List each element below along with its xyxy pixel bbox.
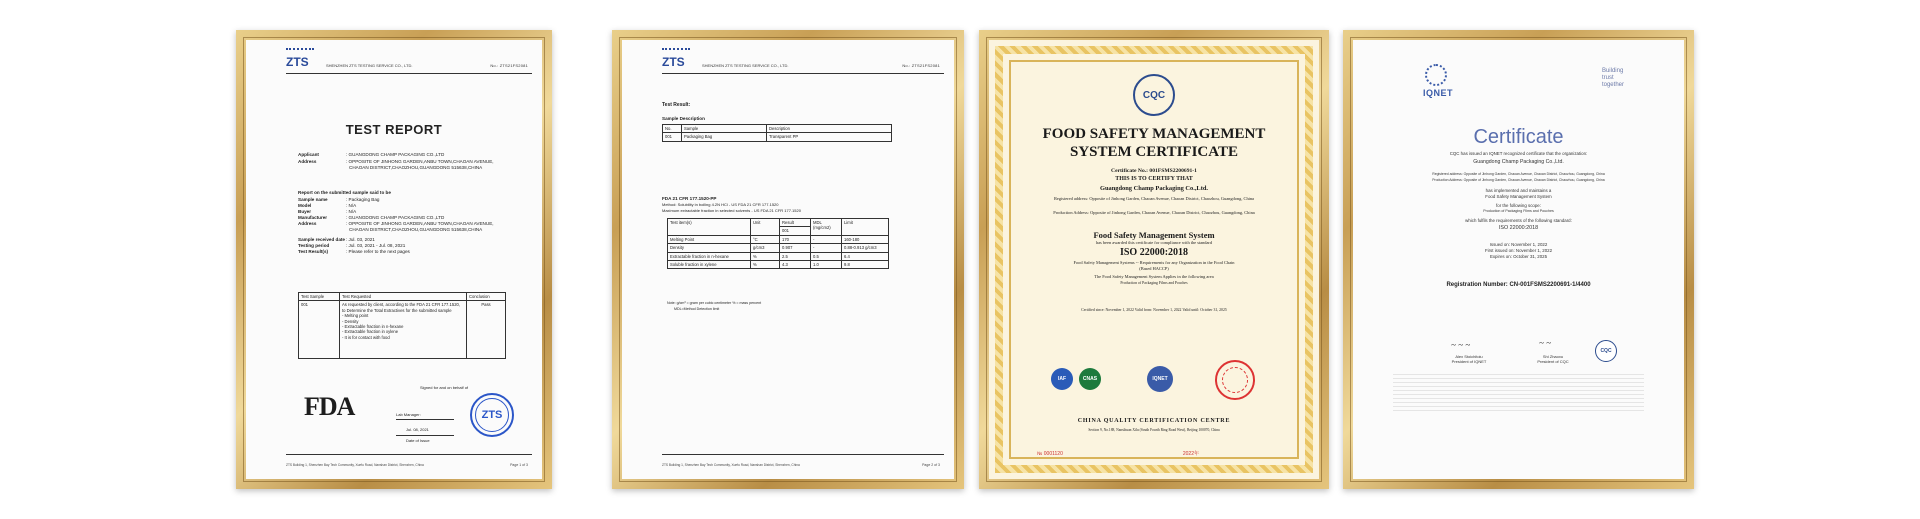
sample-info-value: : N/A <box>346 203 357 208</box>
request-item: - Melting point <box>342 313 369 319</box>
table-cell: % <box>751 261 780 269</box>
certificate-number: Certificate No.: 001FSMS2200691-1 <box>1111 168 1197 174</box>
sample-info-value: : Jul. 03, 2021 <box>346 237 375 242</box>
header-report-no: No.: ZTS21FS2081 <box>902 63 940 68</box>
test-result-page <box>622 40 954 479</box>
registered-address: Registered address: Opposite of Jinhong Garden, Chaoan Avenue, Chaoan District, Chaozhou, Guangdong, China <box>1053 196 1255 201</box>
iqnet-logo: IQNET <box>1147 366 1173 392</box>
method-line-1: Method: Solubility in boiling 4.2N HCl - US FDA 21 CFR 177.1520 <box>662 202 779 207</box>
certificate-frame-test-result <box>612 30 964 489</box>
table-note-1: Note: g/cm³ = gram per cubic centimeter % = mass percent <box>667 301 762 305</box>
scope-intro: The Food Safety Management System Applies in the following area <box>1094 274 1214 279</box>
table-cell-sample: 001 <box>299 301 340 359</box>
certificate-dates: Certified since: November 1, 2022 Valid from: November 1, 2022 Valid until: October 31, 2025 <box>1081 308 1227 312</box>
date-of-issue-value: Jul. 08, 2021 <box>406 427 429 432</box>
test-results-table <box>667 218 889 269</box>
signed-by: Signed for and on behalf of <box>420 385 469 390</box>
sample-info-value: : GUANGDONG CHAMP PACKAGING CO.,LTD <box>346 215 445 220</box>
table-row <box>668 244 889 252</box>
method-line-2: Maximum extractable fraction in selected solvents - US FDA 21 CFR 177.1520 <box>662 208 801 213</box>
certificate-frame-iqnet <box>1343 30 1694 489</box>
expiry-date: Expires on: October 31, 2025 <box>1489 254 1548 259</box>
sample-info-label: Manufacturer <box>298 215 328 220</box>
table-cell: 001 <box>663 133 682 141</box>
signature-line <box>396 419 454 420</box>
issuing-body-address: Section 9, No.188, Nansihuan Xilu (South Fourth Ring Road West), Beijing 100070, China <box>1088 428 1220 432</box>
table-row <box>668 261 889 269</box>
table-header: 001 <box>780 227 811 235</box>
table-cell: Extractable fraction in n-hexane <box>668 252 751 260</box>
header-report-no: No.: ZTS21FS2081 <box>490 63 528 68</box>
table-cell: % <box>751 252 780 260</box>
table-header: Test Sample <box>299 293 340 301</box>
method-title: FDA 21 CFR 177.1520-PP <box>662 196 717 201</box>
table-cell: 9.8 <box>842 261 889 269</box>
header-company: SHENZHEN ZTS TESTING SERVICE CO., LTD. <box>702 63 789 68</box>
zts-logo: ZTS <box>286 48 314 69</box>
scope: Production of Packaging Films and Pouches <box>1483 209 1554 213</box>
sample-info-label: Sample name <box>298 197 328 202</box>
address-label: Address <box>298 159 317 164</box>
signatory-title: President of CQC <box>1537 359 1569 364</box>
table-header: Sample <box>682 125 767 133</box>
table-header: No. <box>663 125 682 133</box>
date-of-issue-label: Date of Issue <box>406 438 430 443</box>
date-line <box>396 435 454 436</box>
signature-cqc-president: ~ ~ <box>1539 338 1551 348</box>
test-result-heading: Test Result: <box>662 102 691 108</box>
issuing-body: CHINA QUALITY CERTIFICATION CENTRE <box>1077 418 1231 424</box>
table-cell-request <box>340 301 467 359</box>
footer-address: ZTS Building 1, Shenzhen Bay Tech Community, Xuefu Road, Nanshan District, Shenzhen, China <box>662 463 800 467</box>
certificate-frame-cqc <box>979 30 1329 489</box>
table-cell: 4.3 <box>780 261 811 269</box>
sample-info-value: : N/A <box>346 209 357 214</box>
certificate-title-line-2: SYSTEM CERTIFICATE <box>1070 144 1238 160</box>
table-row <box>668 252 889 260</box>
request-item: - Extractable fraction in xylene <box>342 329 399 335</box>
table-cell: - <box>811 235 842 243</box>
management-system: Food Safety Management System <box>1093 230 1215 240</box>
table-cell: Transparent PP <box>767 133 892 141</box>
table-header: Limit <box>842 219 889 236</box>
applicant-label: Applicant <box>298 152 319 157</box>
table-cell: Packaging Bag <box>682 133 767 141</box>
cqc-certificate-page <box>989 40 1319 479</box>
request-item: - Density <box>342 318 359 324</box>
certificate-intro: CQC has issued an IQNET recognized certificate that the organization: <box>1449 151 1588 156</box>
management-system: Food Safety Management System <box>1485 194 1552 199</box>
table-cell: Melting Point <box>668 235 751 243</box>
table-cell: 0.5 <box>811 252 842 260</box>
test-request-table <box>298 292 506 359</box>
iqnet-certificate-page <box>1353 40 1684 479</box>
signature-caption-cqc <box>1523 354 1583 364</box>
company-name: Guangdong Champ Packaging Co.,Ltd. <box>1473 159 1564 165</box>
sample-info-label: Buyer <box>298 209 312 214</box>
zts-stamp: ZTS <box>470 393 514 437</box>
standard: ISO 22000:2018 <box>1119 247 1189 258</box>
table-header: Unit <box>751 219 780 236</box>
table-header: MDL (mg/cm2) <box>811 219 842 236</box>
tagline-word: trust <box>1601 75 1614 81</box>
table-cell: 1.0 <box>811 261 842 269</box>
sample-info-value: CHAOAN DISTRICT,CHAOZHOU,GUANGDONG 515638,CHINA <box>349 227 483 232</box>
cqc-logo: CQC <box>1133 74 1175 116</box>
signature-caption-iqnet <box>1439 354 1499 364</box>
cqc-small-logo: CQC <box>1595 340 1617 362</box>
haccp-note: (Based HACCP) <box>1139 266 1169 271</box>
address-value-2: CHAOAN DISTRICT,CHAOZHOU,GUANGDONG 515638,CHINA <box>349 165 483 170</box>
iqnet-tagline <box>1602 68 1624 89</box>
test-report-page <box>246 40 542 479</box>
table-row <box>668 235 889 243</box>
production-address: Production Address: Opposite of Jinhong Garden, Chaoan Avenue, Chaoan District, Chaozhou, Guangdong, China <box>1432 178 1605 182</box>
page-number: Page 2 of 3 <box>922 463 940 467</box>
fine-print-block <box>1393 374 1644 414</box>
table-header: Test Requested <box>340 293 467 301</box>
serial-year: 2022年 <box>1182 451 1199 457</box>
sample-description-table <box>662 124 892 142</box>
signature-iqnet-president: ~ ~ ~ <box>1451 340 1471 350</box>
signatory-title: President of IQNET <box>1451 359 1487 364</box>
request-item: - Extractable fraction in n-hexane <box>342 324 404 330</box>
iqnet-ring-icon <box>1425 64 1447 86</box>
table-header: Result <box>780 219 811 227</box>
page-number: Page 1 of 3 <box>510 463 528 467</box>
registered-address: Registered address: Opposite of Jinhong Garden, Chaoan Avenue, Chaoan District, Chaozhou, Guangdong, China <box>1432 172 1605 176</box>
issued-date: Issued on: November 1, 2022 <box>1489 242 1548 247</box>
standard: ISO 22000:2018 <box>1498 225 1539 231</box>
registration-number: Registration Number: CN-001FSMS2200691-1/4400 <box>1446 282 1591 288</box>
footer-divider <box>286 454 532 455</box>
lab-manager-label: Lab Manager: <box>396 412 421 417</box>
table-header: Description <box>767 125 892 133</box>
red-seal <box>1215 360 1255 400</box>
compliance-statement: has been awarded this certificate for compliance with the standard <box>1095 240 1213 245</box>
applicant-value: : GUANGDONG CHAMP PACKAGING CO.,LTD <box>346 152 445 157</box>
serial-number: № 0001120 <box>1037 451 1063 457</box>
sample-info-value: : Packaging Bag <box>346 197 380 202</box>
zts-logo: ZTS <box>662 48 690 69</box>
certificate-frame-test-report <box>236 30 552 489</box>
header-divider <box>662 73 944 74</box>
table-header: Conclusion <box>467 293 506 301</box>
sample-description-heading: Sample Description <box>662 116 705 121</box>
table-cell: Density <box>668 244 751 252</box>
sample-info-label: Sample received date <box>298 237 345 242</box>
request-text: As requested by client, according to the FDA 21 CFR 177.1520, to Determine the Total Extractives for the submitted sample <box>342 302 461 313</box>
sample-info-label: Testing period <box>298 243 330 248</box>
table-cell-conclusion: Pass <box>467 301 506 359</box>
sample-info-value: : Please refer to the next pages <box>346 249 410 254</box>
cnas-logo: CNAS <box>1079 368 1101 390</box>
certificate-title-line-1: FOOD SAFETY MANAGEMENT <box>1042 126 1266 142</box>
sample-info-label: Address <box>298 221 317 226</box>
first-issued-date: First issued on: November 1, 2022 <box>1484 248 1553 253</box>
table-cell: 0.907 <box>780 244 811 252</box>
tagline-word: together <box>1601 82 1624 88</box>
table-cell: °C <box>751 235 780 243</box>
iqnet-logo: IQNET <box>1423 64 1453 98</box>
report-title: TEST REPORT <box>345 122 443 137</box>
sample-info-label: Model <box>298 203 312 208</box>
table-cell: 2.5 <box>780 252 811 260</box>
tagline-word: Building <box>1601 68 1624 74</box>
signatory-name: Shi Zhaoxu <box>1542 354 1564 359</box>
certify-statement: THIS IS TO CERTIFY THAT <box>1115 176 1193 182</box>
sample-info-value: : Jul. 03, 2021 - Jul. 08, 2021 <box>346 243 406 248</box>
address-value-1: : OPPOSITE OF JINHONG GARDEN,ANBU TOWN,CHAOAN AVENUE, <box>346 159 494 164</box>
fda-logo: FDA <box>304 392 355 421</box>
fulfils-text: which fulfils the requirements of the following standard: <box>1465 218 1572 223</box>
sample-intro: Report on the submitted sample said to be <box>298 190 391 195</box>
certificate-title: Certificate <box>1473 126 1564 148</box>
table-cell: 160-180 <box>842 235 889 243</box>
request-item: - It is for contact with food <box>342 334 390 340</box>
scope: Production of Packaging Films and Pouches <box>1120 281 1188 285</box>
table-cell: 170 <box>780 235 811 243</box>
table-cell: Soluble fraction in xylene <box>668 261 751 269</box>
table-cell: 0.88-0.913 g/cm3 <box>842 244 889 252</box>
sample-info-label: Test Result(s) <box>298 249 329 254</box>
table-header: Test item(s) <box>668 219 751 236</box>
table-cell: - <box>811 244 842 252</box>
company-name: Guangdong Champ Packaging Co.,Ltd. <box>1100 185 1208 192</box>
table-cell: g/cm3 <box>751 244 780 252</box>
implemented-text: has implemented and maintains a <box>1485 188 1552 193</box>
table-cell: 6.4 <box>842 252 889 260</box>
header-company: SHENZHEN ZTS TESTING SERVICE CO., LTD. <box>326 63 413 68</box>
iaf-logo: IAF <box>1051 368 1073 390</box>
table-note-2: MDL=Method Detection limit <box>674 307 720 311</box>
footer-address: ZTS Building 1, Shenzhen Bay Tech Community, Xuefu Road, Nanshan District, Shenzhen, China <box>286 463 424 467</box>
signatory-name: Alex Stoichitoiu <box>1455 354 1483 359</box>
header-divider <box>286 73 532 74</box>
production-address: Production Address: Opposite of Jinhong Garden, Chaoan Avenue, Chaoan District, Chaozhou, Guangdong, China <box>1053 210 1255 215</box>
footer-divider <box>662 454 944 455</box>
sample-info-value: : OPPOSITE OF JINHONG GARDEN,ANBU TOWN,CHAOAN AVENUE, <box>346 221 494 226</box>
fsms-requirements: Food Safety Management Systems -- Requirements for any Organization in the Food Chain <box>1073 260 1235 265</box>
scope-intro: for the following scope: <box>1496 203 1541 208</box>
